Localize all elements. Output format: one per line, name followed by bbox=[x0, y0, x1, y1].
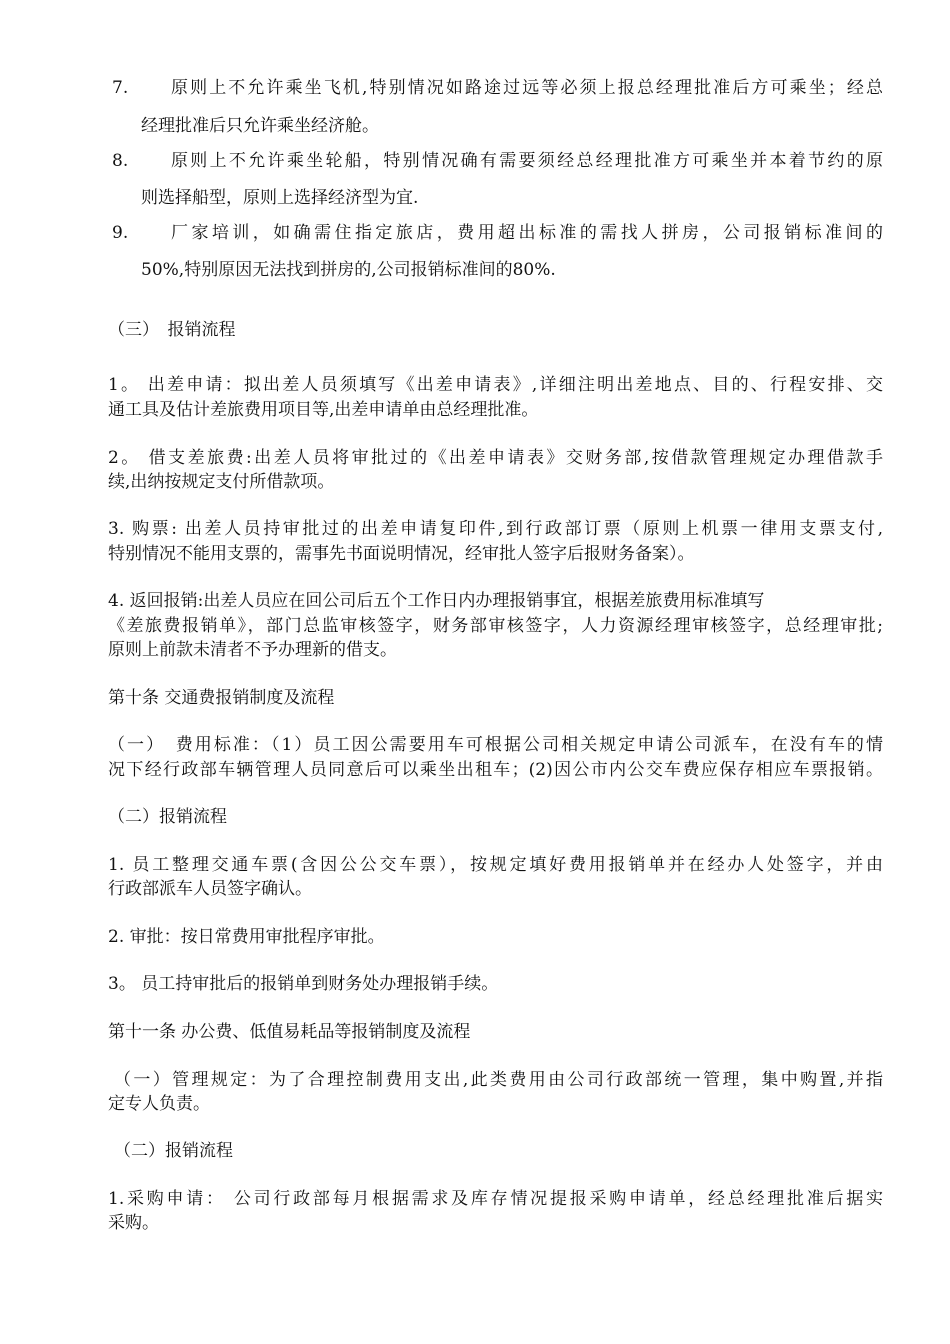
paragraph-line: 采购。 bbox=[108, 1213, 159, 1233]
list-number: 8. bbox=[112, 151, 129, 171]
article-heading: 第十一条 办公费、低值易耗品等报销制度及流程 bbox=[108, 1022, 471, 1042]
subsection-heading: （二）报销流程 bbox=[108, 807, 227, 827]
paragraph-line: 通工具及估计差旅费用项目等,出差申请单由总经理批准。 bbox=[108, 400, 539, 420]
paragraph-line: 续,出纳按规定支付所借款项。 bbox=[108, 472, 335, 492]
paragraph-line: 《差旅费报销单》，部门总监审核签字，财务部审核签字，人力资源经理审核签字，总经理审批; bbox=[108, 616, 883, 636]
paragraph-line: 原则上前款未清者不予办理新的借支。 bbox=[108, 640, 397, 660]
list-item-text: 原则上不允许乘坐飞机,特别情况如路途过远等必须上报总经理批准后方可乘坐；经总 bbox=[171, 78, 883, 98]
paragraph-line: 1。 出差申请：拟出差人员须填写《出差申请表》,详细注明出差地点、目的、行程安排、交 bbox=[108, 375, 883, 395]
list-item-text: 厂家培训，如确需住指定旅店，费用超出标准的需找人拼房，公司报销标准间的 bbox=[171, 223, 883, 243]
paragraph-line: 2. 审批：按日常费用审批程序审批。 bbox=[108, 927, 385, 947]
paragraph-line: 特别情况不能用支票的，需事先书面说明情况，经审批人签字后报财务备案）。 bbox=[108, 544, 695, 564]
paragraph-line: 4. 返回报销:出差人员应在回公司后五个工作日内办理报销事宜，根据差旅费用标准填写 bbox=[108, 591, 765, 611]
list-number: 9. bbox=[112, 223, 129, 243]
list-item-text: 经理批准后只允许乘坐经济舱。 bbox=[141, 116, 379, 136]
paragraph-line: 定专人负责。 bbox=[108, 1094, 210, 1114]
subsection-heading: （二）报销流程 bbox=[114, 1141, 233, 1161]
article-heading: 第十条 交通费报销制度及流程 bbox=[108, 688, 335, 708]
list-item-text: 原则上不允许乘坐轮船，特别情况确有需要须经总经理批准方可乘坐并本着节约的原 bbox=[171, 151, 883, 171]
list-number: 7. bbox=[112, 78, 129, 98]
paragraph-line: 2。 借支差旅费:出差人员将审批过的《出差申请表》交财务部,按借款管理规定办理借款手 bbox=[108, 448, 883, 468]
paragraph-line: （一）管理规定：为了合理控制费用支出,此类费用由公司行政部统一管理，集中购置,并指 bbox=[114, 1070, 883, 1090]
list-item-text: 50%,特别原因无法找到拼房的,公司报销标准间的80%. bbox=[141, 260, 556, 280]
paragraph-line: 行政部派车人员签字确认。 bbox=[108, 879, 312, 899]
paragraph-line: 1.采购申请： 公司行政部每月根据需求及库存情况提报采购申请单，经总经理批准后据实 bbox=[108, 1189, 883, 1209]
paragraph-line: 1. 员工整理交通车票(含因公公交车票），按规定填好费用报销单并在经办人处签字，并由 bbox=[108, 855, 883, 875]
list-item-text: 则选择船型，原则上选择经济型为宜. bbox=[141, 188, 419, 208]
section-heading: （三） 报销流程 bbox=[108, 320, 236, 340]
paragraph-line: 3。 员工持审批后的报销单到财务处办理报销手续。 bbox=[108, 974, 499, 994]
paragraph-line: 3. 购票: 出差人员持审批过的出差申请复印件,到行政部订票（原则上机票一律用支票支付, bbox=[108, 519, 883, 539]
paragraph-line: （一） 费用标准：（1）员工因公需要用车可根据公司相关规定申请公司派车，在没有车的情 bbox=[108, 735, 883, 755]
paragraph-line: 况下经行政部车辆管理人员同意后可以乘坐出租车；(2)因公市内公交车费应保存相应车票报销。 bbox=[108, 760, 883, 780]
